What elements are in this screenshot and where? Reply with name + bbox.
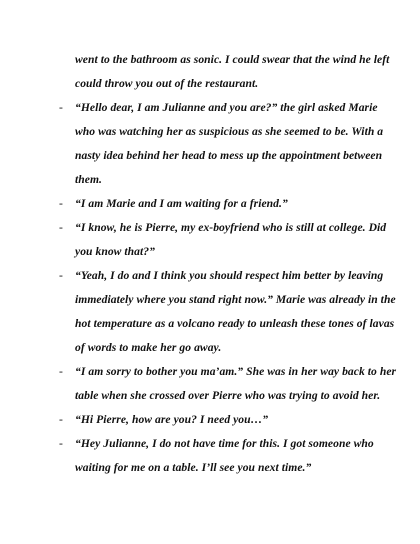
bullet-dash: - — [59, 269, 63, 282]
text-line: “I am Marie and I am waiting for a friend.” — [75, 197, 288, 210]
text-line: “Hi Pierre, how are you? I need you…” — [75, 413, 269, 426]
bullet-dash: - — [59, 197, 63, 210]
bullet-dash: - — [59, 101, 63, 114]
text-line: you know that?” — [75, 245, 155, 258]
bullet-dash: - — [59, 413, 63, 426]
bullet-dash: - — [59, 221, 63, 234]
text-line: “Hello dear, I am Julianne and you are?” the girl asked Marie — [75, 101, 378, 114]
text-line: who was watching her as suspicious as she seemed to be. With a — [75, 125, 384, 138]
text-line: “I know, he is Pierre, my ex-boyfriend who is still at college. Did — [75, 221, 387, 234]
text-line: them. — [75, 173, 102, 186]
text-line: went to the bathroom as sonic. I could swear that the wind he left — [75, 53, 390, 66]
text-line: immediately where you stand right now.” Marie was already in the — [75, 293, 396, 306]
text-line: table when she crossed over Pierre who was trying to avoid her. — [75, 389, 381, 402]
text-line: of words to make her go away. — [75, 341, 222, 354]
bullet-dash: - — [59, 365, 63, 378]
text-line: “I am sorry to bother you ma’am.” She was in her way back to her — [75, 365, 397, 378]
text-line: “Yeah, I do and I think you should respect him better by leaving — [75, 269, 384, 282]
text-line: “Hey Julianne, I do not have time for this. I got someone who — [75, 437, 374, 450]
bullet-dash: - — [59, 437, 63, 450]
text-line: nasty idea behind her head to mess up the appointment between — [75, 149, 383, 162]
text-line: could throw you out of the restaurant. — [75, 77, 259, 90]
text-line: hot temperature as a volcano ready to unleash these tones of lavas — [75, 317, 395, 330]
text-line: waiting for me on a table. I’ll see you next time.” — [75, 461, 312, 474]
